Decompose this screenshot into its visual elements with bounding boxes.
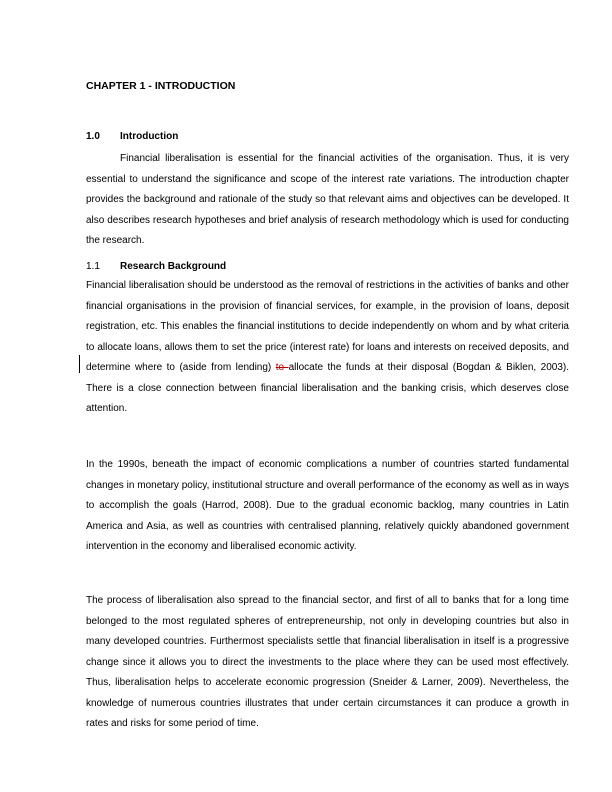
section-title: Research Background [120, 261, 227, 272]
section-number: 1.0 [86, 131, 100, 142]
section-heading-research-background [86, 261, 226, 272]
research-background-paragraph [86, 276, 569, 420]
paragraph-text: allocate the funds at their disposal (Bogdan & Biklen, 2003). There is a close connection between financial liberalisation and the banking crisis, which deserves close attention. [86, 362, 570, 414]
section-title: Introduction [120, 131, 179, 142]
text-cursor [79, 355, 80, 373]
introduction-paragraph: Financial liberalisation is essential for the financial activities of the organisation. Thus, it is very essential to understand the significance and scope of the interest rate variations. The introduction chapter provides the background and rationale of the study so that relevant aims and objectives can be developed. It also describes research hypotheses and brief analysis of research methodology which is used for conducting the research. [86, 153, 569, 246]
body-paragraph-1990s: In the 1990s, beneath the impact of economic complications a number of countries started fundamental changes in monetary policy, institutional structure and overall performance of the economy as well as in ways to accomplish the goals (Harrod, 2008). Due to the gradual economic backlog, many countries in Latin America and Asia, as well as countries with centralised planning, relatively quickly abandoned government intervention in the economy and liberalised economic activity. [86, 459, 569, 552]
body-paragraph-liberalisation: The process of liberalisation also spread to the financial sector, and first of all to banks that for a long time belonged to the most regulated spheres of entrepreneurship, not only in developing countries but also in many developed countries. Furthermost specialists settle that financial liberalisation in itself is a progressive change since it allows you to direct the investments to the place where they can be used most effectively. Thus, liberalisation helps to accelerate economic progression (Sneider & Larner, 2009). Nevertheless, the knowledge of numerous countries illustrates that under certain circumstances it can produce a growth in rates and risks for some period of time. [86, 595, 569, 729]
tracked-deletion: to [275, 362, 289, 373]
paragraph-text: Financial liberalisation should be understood as the removal of restrictions in the activities of banks and other financial organisations in the provision of financial services, for example, in the provision of loans, deposit registration, etc. This enables the financial institutions to decide independently on whom and by what criteria to allocate loans, allows them to set the price (interest rate) for loans and interests on received deposits, and determine where to (aside from lending) [86, 280, 569, 373]
chapter-title: CHAPTER 1 - INTRODUCTION [86, 80, 236, 92]
section-heading-introduction [86, 131, 178, 142]
section-number: 1.1 [86, 261, 100, 272]
